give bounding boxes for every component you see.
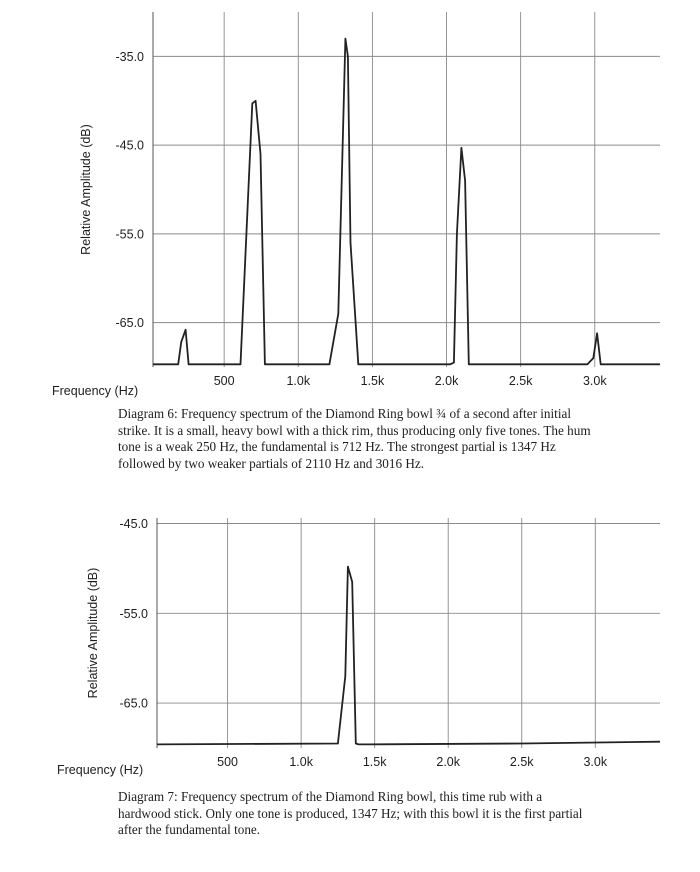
diagram-7-y-tick-label: -65.0	[119, 696, 148, 711]
diagram-6-y-tick-label: -35.0	[115, 49, 144, 64]
diagram-6-caption	[118, 406, 591, 472]
diagram-6-x-tick-label: 2.5k	[508, 374, 533, 388]
diagram-7-caption-line: hardwood stick. Only one tone is produced, 1347 Hz; with this bowl it is the first partial	[118, 805, 583, 821]
diagram-7-x-tick-label: 1.0k	[289, 755, 313, 769]
diagram-6-caption-line: followed by two weaker partials of 2110 Hz and 3016 Hz.	[118, 455, 425, 471]
diagram-6-caption-line: tone is a weak 250 Hz, the fundamental is 712 Hz. The strongest partial is 1347 Hz	[118, 439, 556, 454]
diagram-6-chart	[0, 0, 700, 400]
diagram-6-x-tick-label: 2.0k	[434, 374, 459, 388]
diagram-6-x-tick-label: 1.0k	[286, 374, 311, 388]
diagram-6-y-axis-label: Relative Amplitude (dB)	[79, 124, 93, 255]
diagram-7-x-tick-label: 2.5k	[509, 755, 534, 769]
diagram-6-y-tick-label: -55.0	[115, 227, 144, 242]
diagram-7-spectrum-line	[157, 567, 660, 745]
diagram-6-x-tick-label: 3.0k	[582, 374, 607, 388]
diagram-7-x-tick-label: 500	[217, 755, 239, 769]
diagram-6-spectrum-line	[153, 39, 660, 365]
diagram-6-y-tick-label: -65.0	[115, 316, 144, 331]
diagram-7-y-tick-label: -55.0	[119, 606, 148, 621]
diagram-7-caption-line: after the fundamental tone.	[118, 822, 261, 837]
diagram-6-y-tick-label: -45.0	[115, 138, 144, 153]
diagram-6-caption-line: Diagram 6: Frequency spectrum of the Diamond Ring bowl ¾ of a second after initial	[118, 406, 572, 421]
diagram-7-x-tick-label: 1.5k	[362, 755, 387, 769]
diagram-7-x-axis-label: Frequency (Hz)	[57, 763, 144, 777]
diagram-7-x-tick-label: 3.0k	[583, 755, 608, 769]
diagram-7-y-tick-label: -45.0	[119, 517, 148, 531]
diagram-7-x-tick-label: 2.0k	[436, 755, 461, 769]
diagram-7-caption	[118, 789, 582, 839]
diagram-6-x-axis-label: Frequency (Hz)	[52, 384, 139, 398]
diagram-6-x-tick-label: 1.5k	[360, 374, 385, 388]
diagram-6-x-tick-label: 500	[213, 374, 235, 388]
diagram-7-figure	[0, 486, 700, 866]
diagram-7-y-axis-label: Relative Amplitude (dB)	[86, 567, 100, 699]
diagram-6-caption-line: strike. It is a small, heavy bowl with a thick rim, thus producing only five tones. The hum	[118, 422, 591, 438]
diagram-7-caption-line: Diagram 7: Frequency spectrum of the Diamond Ring bowl, this time rub with a	[118, 789, 543, 804]
diagram-7-chart	[0, 486, 700, 776]
